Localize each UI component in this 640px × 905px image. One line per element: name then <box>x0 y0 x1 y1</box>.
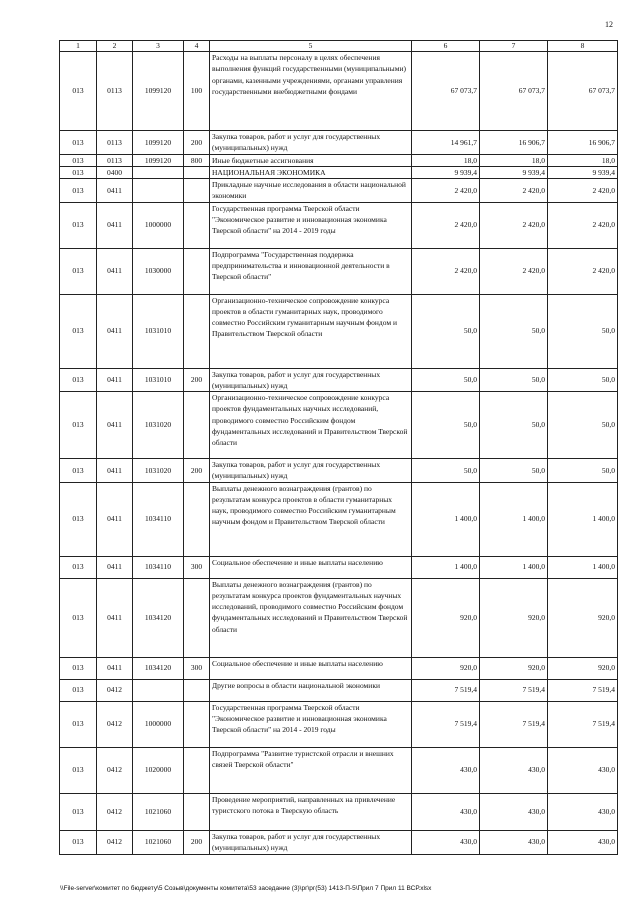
target-cell: 1099120 <box>133 154 184 166</box>
target-cell <box>133 166 184 178</box>
value-cell-col6: 2 420,0 <box>412 179 480 203</box>
description-cell: Организационно-техническое сопровождение конкурса проектов фундаментальных научных исследований, проводимого совместно Российским фондом фундаментальных исследований и Правительством Тверской области <box>210 392 412 459</box>
code-cell: 013 <box>60 556 97 578</box>
value-cell-col8: 18,0 <box>548 154 618 166</box>
value-cell-col8: 430,0 <box>548 747 618 793</box>
target-cell: 1031020 <box>133 459 184 483</box>
table-row <box>60 154 618 166</box>
section-cell: 0113 <box>97 154 133 166</box>
target-cell: 1021060 <box>133 830 184 854</box>
description-cell: Расходы на выплаты персоналу в целях обеспечения выполнения функций государственными (муниципальными) органами, казенными учреждениями, органами управления государственными внебюджетными фондами <box>210 52 412 131</box>
value-cell-col7: 1 400,0 <box>480 556 548 578</box>
table-row <box>60 131 618 155</box>
target-cell: 1020000 <box>133 747 184 793</box>
budget-table <box>59 40 618 855</box>
col-header-5: 5 <box>210 41 412 52</box>
value-cell-col7: 50,0 <box>480 392 548 459</box>
target-cell: 1099120 <box>133 52 184 131</box>
code-cell: 013 <box>60 368 97 392</box>
value-cell-col7: 2 420,0 <box>480 248 548 294</box>
expense-type-cell <box>184 202 210 248</box>
value-cell-col7: 7 519,4 <box>480 701 548 747</box>
description-cell: Закупка товаров, работ и услуг для государственных (муниципальных) нужд <box>210 830 412 854</box>
value-cell-col7: 18,0 <box>480 154 548 166</box>
code-cell: 013 <box>60 679 97 701</box>
col-header-7: 7 <box>480 41 548 52</box>
code-cell: 013 <box>60 131 97 155</box>
value-cell-col6: 1 400,0 <box>412 482 480 556</box>
table-row <box>60 657 618 679</box>
value-cell-col7: 1 400,0 <box>480 482 548 556</box>
expense-type-cell <box>184 701 210 747</box>
table-row <box>60 368 618 392</box>
value-cell-col8: 2 420,0 <box>548 179 618 203</box>
expense-type-cell <box>184 248 210 294</box>
value-cell-col6: 920,0 <box>412 578 480 657</box>
section-cell: 0411 <box>97 368 133 392</box>
col-header-8: 8 <box>548 41 618 52</box>
target-cell: 1099120 <box>133 131 184 155</box>
value-cell-col6: 14 961,7 <box>412 131 480 155</box>
value-cell-col6: 50,0 <box>412 459 480 483</box>
table-row <box>60 294 618 368</box>
section-cell: 0411 <box>97 179 133 203</box>
description-cell: Организационно-техническое сопровождение конкурса проектов в области гуманитарных наук, проводимого совместно Российским гуманитарным научным фондом и Правительством Тверской области <box>210 294 412 368</box>
expense-type-cell <box>184 747 210 793</box>
value-cell-col6: 920,0 <box>412 657 480 679</box>
description-cell: Социальное обеспечение и иные выплаты населению <box>210 657 412 679</box>
target-cell: 1031010 <box>133 294 184 368</box>
value-cell-col7: 2 420,0 <box>480 179 548 203</box>
value-cell-col6: 7 519,4 <box>412 679 480 701</box>
expense-type-cell <box>184 679 210 701</box>
target-cell: 1000000 <box>133 701 184 747</box>
code-cell: 013 <box>60 166 97 178</box>
table-row <box>60 166 618 178</box>
code-cell: 013 <box>60 459 97 483</box>
target-cell: 1034110 <box>133 482 184 556</box>
value-cell-col8: 50,0 <box>548 294 618 368</box>
description-cell: Выплаты денежного вознаграждения (грантов) по результатам конкурса проектов в области гуманитарных наук, проводимого совместно Российским гуманитарным научным фондом и Правительством Тверской области <box>210 482 412 556</box>
table-row <box>60 179 618 203</box>
section-cell: 0411 <box>97 248 133 294</box>
value-cell-col8: 50,0 <box>548 459 618 483</box>
value-cell-col6: 50,0 <box>412 294 480 368</box>
target-cell: 1031020 <box>133 392 184 459</box>
file-path-footer: \\File-server\комитет по бюджету\5 Созыв\документы комитета\53 заседание (3)\рг\рг(53) 1413-П-5\Прил 7 Прил 11 ВСР.xlsx <box>60 885 432 892</box>
code-cell: 013 <box>60 578 97 657</box>
value-cell-col8: 7 519,4 <box>548 701 618 747</box>
target-cell: 1034120 <box>133 578 184 657</box>
value-cell-col7: 67 073,7 <box>480 52 548 131</box>
target-cell: 1031010 <box>133 368 184 392</box>
col-header-3: 3 <box>133 41 184 52</box>
description-cell: Социальное обеспечение и иные выплаты населению <box>210 556 412 578</box>
section-cell: 0412 <box>97 830 133 854</box>
description-cell: Государственная программа Тверской области "Экономическое развитие и инновационная экономика Тверской области" на 2014 - 2019 годы <box>210 701 412 747</box>
table-row <box>60 578 618 657</box>
value-cell-col7: 920,0 <box>480 657 548 679</box>
value-cell-col7: 430,0 <box>480 830 548 854</box>
value-cell-col7: 920,0 <box>480 578 548 657</box>
page-number: 12 <box>605 20 613 29</box>
value-cell-col6: 18,0 <box>412 154 480 166</box>
expense-type-cell <box>184 578 210 657</box>
value-cell-col7: 2 420,0 <box>480 202 548 248</box>
expense-type-cell: 200 <box>184 830 210 854</box>
code-cell: 013 <box>60 202 97 248</box>
code-cell: 013 <box>60 830 97 854</box>
expense-type-cell: 200 <box>184 368 210 392</box>
expense-type-cell <box>184 294 210 368</box>
description-cell: Прикладные научные исследования в области национальной экономики <box>210 179 412 203</box>
section-cell: 0411 <box>97 392 133 459</box>
col-header-1: 1 <box>60 41 97 52</box>
section-cell: 0411 <box>97 578 133 657</box>
value-cell-col7: 50,0 <box>480 368 548 392</box>
section-cell: 0412 <box>97 679 133 701</box>
target-cell: 1034120 <box>133 657 184 679</box>
value-cell-col6: 9 939,4 <box>412 166 480 178</box>
section-cell: 0412 <box>97 701 133 747</box>
value-cell-col6: 430,0 <box>412 830 480 854</box>
value-cell-col8: 1 400,0 <box>548 482 618 556</box>
value-cell-col6: 430,0 <box>412 747 480 793</box>
table-row <box>60 248 618 294</box>
value-cell-col8: 2 420,0 <box>548 202 618 248</box>
target-cell: 1021060 <box>133 793 184 830</box>
section-cell: 0411 <box>97 482 133 556</box>
description-cell: Подпрограмма "Государственная поддержка предпринимательства и инновационной деятельности в Тверской области" <box>210 248 412 294</box>
value-cell-col8: 50,0 <box>548 368 618 392</box>
table-row <box>60 701 618 747</box>
value-cell-col7: 9 939,4 <box>480 166 548 178</box>
value-cell-col7: 430,0 <box>480 747 548 793</box>
code-cell: 013 <box>60 294 97 368</box>
expense-type-cell <box>184 166 210 178</box>
value-cell-col8: 1 400,0 <box>548 556 618 578</box>
value-cell-col8: 50,0 <box>548 392 618 459</box>
expense-type-cell: 100 <box>184 52 210 131</box>
value-cell-col8: 7 519,4 <box>548 679 618 701</box>
table-row <box>60 830 618 854</box>
expense-type-cell: 300 <box>184 657 210 679</box>
value-cell-col6: 1 400,0 <box>412 556 480 578</box>
value-cell-col6: 2 420,0 <box>412 248 480 294</box>
value-cell-col7: 430,0 <box>480 793 548 830</box>
target-cell <box>133 179 184 203</box>
description-cell: Выплаты денежного вознаграждения (грантов) по результатам конкурса проектов фундаментальных научных исследований, проводимого совместно Российским фондом фундаментальных исследований и Правительством Тверской области <box>210 578 412 657</box>
value-cell-col6: 2 420,0 <box>412 202 480 248</box>
value-cell-col6: 430,0 <box>412 793 480 830</box>
table-row <box>60 392 618 459</box>
expense-type-cell <box>184 179 210 203</box>
value-cell-col8: 2 420,0 <box>548 248 618 294</box>
target-cell: 1000000 <box>133 202 184 248</box>
section-cell: 0113 <box>97 52 133 131</box>
code-cell: 013 <box>60 657 97 679</box>
description-cell: Другие вопросы в области национальной экономики <box>210 679 412 701</box>
value-cell-col6: 50,0 <box>412 392 480 459</box>
code-cell: 013 <box>60 52 97 131</box>
expense-type-cell <box>184 392 210 459</box>
col-header-6: 6 <box>412 41 480 52</box>
header-row <box>60 41 618 52</box>
section-cell: 0411 <box>97 556 133 578</box>
value-cell-col7: 50,0 <box>480 294 548 368</box>
code-cell: 013 <box>60 793 97 830</box>
value-cell-col8: 16 906,7 <box>548 131 618 155</box>
description-cell: Проведение мероприятий, направленных на привлечение туристского потока в Тверскую область <box>210 793 412 830</box>
section-cell: 0411 <box>97 202 133 248</box>
table-row <box>60 793 618 830</box>
expense-type-cell: 200 <box>184 459 210 483</box>
value-cell-col8: 430,0 <box>548 830 618 854</box>
value-cell-col6: 7 519,4 <box>412 701 480 747</box>
expense-type-cell <box>184 482 210 556</box>
code-cell: 013 <box>60 747 97 793</box>
description-cell: Подпрограмма "Развитие туристской отрасли и внешних связей Тверской области" <box>210 747 412 793</box>
target-cell: 1034110 <box>133 556 184 578</box>
value-cell-col8: 430,0 <box>548 793 618 830</box>
value-cell-col6: 50,0 <box>412 368 480 392</box>
section-cell: 0113 <box>97 131 133 155</box>
expense-type-cell: 800 <box>184 154 210 166</box>
section-cell: 0412 <box>97 747 133 793</box>
description-cell: Государственная программа Тверской области "Экономическое развитие и инновационная экономика Тверской области" на 2014 - 2019 годы <box>210 202 412 248</box>
table-row <box>60 679 618 701</box>
code-cell: 013 <box>60 392 97 459</box>
table-row <box>60 747 618 793</box>
table-row <box>60 459 618 483</box>
section-cell: 0400 <box>97 166 133 178</box>
expense-type-cell: 300 <box>184 556 210 578</box>
value-cell-col8: 920,0 <box>548 657 618 679</box>
section-cell: 0411 <box>97 657 133 679</box>
value-cell-col8: 920,0 <box>548 578 618 657</box>
code-cell: 013 <box>60 248 97 294</box>
description-cell: НАЦИОНАЛЬНАЯ ЭКОНОМИКА <box>210 166 412 178</box>
value-cell-col7: 16 906,7 <box>480 131 548 155</box>
value-cell-col6: 67 073,7 <box>412 52 480 131</box>
value-cell-col8: 9 939,4 <box>548 166 618 178</box>
code-cell: 013 <box>60 179 97 203</box>
description-cell: Закупка товаров, работ и услуг для государственных (муниципальных) нужд <box>210 368 412 392</box>
value-cell-col7: 50,0 <box>480 459 548 483</box>
section-cell: 0411 <box>97 459 133 483</box>
code-cell: 013 <box>60 482 97 556</box>
description-cell: Иные бюджетные ассигнования <box>210 154 412 166</box>
value-cell-col8: 67 073,7 <box>548 52 618 131</box>
code-cell: 013 <box>60 701 97 747</box>
code-cell: 013 <box>60 154 97 166</box>
table-row <box>60 556 618 578</box>
value-cell-col7: 7 519,4 <box>480 679 548 701</box>
table-row <box>60 52 618 131</box>
target-cell: 1030000 <box>133 248 184 294</box>
table-row <box>60 202 618 248</box>
col-header-4: 4 <box>184 41 210 52</box>
target-cell <box>133 679 184 701</box>
expense-type-cell: 200 <box>184 131 210 155</box>
description-cell: Закупка товаров, работ и услуг для государственных (муниципальных) нужд <box>210 131 412 155</box>
description-cell: Закупка товаров, работ и услуг для государственных (муниципальных) нужд <box>210 459 412 483</box>
section-cell: 0411 <box>97 294 133 368</box>
col-header-2: 2 <box>97 41 133 52</box>
expense-type-cell <box>184 793 210 830</box>
table-row <box>60 482 618 556</box>
section-cell: 0412 <box>97 793 133 830</box>
